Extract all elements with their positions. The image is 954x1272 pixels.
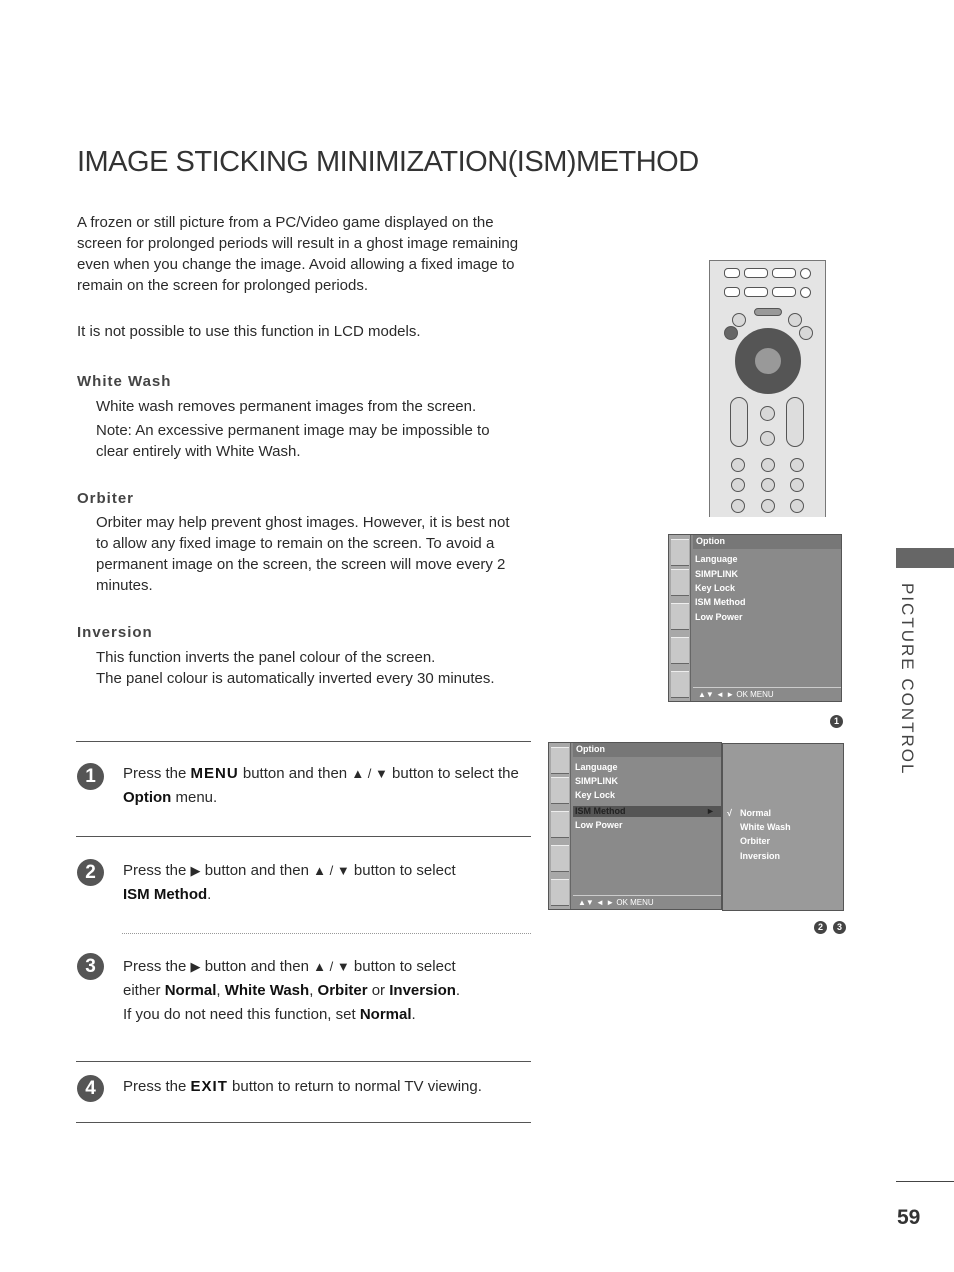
up-down-arrows-icon: ▲ / ▼ xyxy=(351,766,388,781)
osd-item-ism-method[interactable]: ISM Method xyxy=(695,597,746,607)
number-key-icon xyxy=(761,499,775,513)
number-key-icon xyxy=(761,478,775,492)
up-down-arrows-icon: ▲ / ▼ xyxy=(313,863,350,878)
number-key-icon xyxy=(731,478,745,492)
dotted-divider xyxy=(122,933,531,934)
mute-icon xyxy=(760,431,775,446)
green-key-icon xyxy=(732,313,746,327)
inversion-line1: This function inverts the panel colour of the screen. xyxy=(96,649,436,666)
inversion-heading: Inversion xyxy=(77,624,153,641)
inversion-line2: The panel colour is automatically inverted every 30 minutes. xyxy=(96,670,495,687)
menu-key-icon xyxy=(754,308,782,316)
yellow-key-icon xyxy=(788,313,802,327)
ism-option-orbiter[interactable]: Orbiter xyxy=(740,836,771,846)
play-icon xyxy=(744,268,768,278)
number-key-icon xyxy=(790,478,804,492)
step-2-number: 2 xyxy=(77,859,104,886)
right-arrow-icon: ▶ xyxy=(190,959,201,974)
step-4-text: Press the EXIT button to return to normal TV viewing. xyxy=(123,1078,482,1095)
step-badge: 2 xyxy=(814,921,827,934)
page-number-rule xyxy=(896,1181,954,1182)
fast-forward-icon xyxy=(772,287,796,297)
record-icon xyxy=(800,268,811,279)
osd-title: Option xyxy=(573,743,721,757)
number-key-icon xyxy=(761,458,775,472)
check-icon: √ xyxy=(727,808,732,818)
osd-item-simplink[interactable]: SIMPLINK xyxy=(695,569,739,579)
divider xyxy=(76,741,531,742)
white-wash-note: Note: An excessive permanent image may be impossible to clear entirely with White Wash. xyxy=(96,422,490,460)
osd-item-low-power[interactable]: Low Power xyxy=(695,612,743,622)
red-key-icon xyxy=(724,326,738,340)
step-3-number: 3 xyxy=(77,953,104,980)
osd-sidebar xyxy=(549,743,571,909)
number-key-icon xyxy=(790,499,804,513)
osd-footer: ▲▼ ◄ ► OK MENU xyxy=(573,895,721,909)
divider xyxy=(76,836,531,837)
page-number: 59 xyxy=(897,1206,921,1229)
satellite-icon xyxy=(551,747,569,774)
osd-item-key-lock[interactable]: Key Lock xyxy=(575,790,616,800)
osd-title: Option xyxy=(693,535,841,549)
satellite-icon xyxy=(671,539,689,566)
osd-item-language[interactable]: Language xyxy=(695,554,738,564)
up-down-arrows-icon: ▲ / ▼ xyxy=(313,959,350,974)
number-key-icon xyxy=(731,499,745,513)
menu-button-label: MENU xyxy=(190,765,239,782)
divider xyxy=(76,1061,531,1062)
option-icon xyxy=(671,671,689,698)
white-wash-line1: White wash removes permanent images from the screen. xyxy=(96,398,477,415)
step-badge: 1 xyxy=(830,715,843,728)
rewind-icon xyxy=(744,287,768,297)
ism-option-normal[interactable]: Normal xyxy=(740,808,772,818)
audio-icon xyxy=(551,811,569,838)
osd-footer: ▲▼ ◄ ► OK MENU xyxy=(693,687,841,701)
number-key-icon xyxy=(731,458,745,472)
section-tab-bar xyxy=(896,548,954,568)
skip-forward-icon xyxy=(800,287,811,298)
osd-item-low-power[interactable]: Low Power xyxy=(575,820,623,830)
step-2-text: Press the ▶ button and then ▲ / ▼ button to select ISM Method. xyxy=(123,862,456,903)
picture-icon xyxy=(551,777,569,804)
ism-option-inversion[interactable]: Inversion xyxy=(740,851,781,861)
orbiter-heading: Orbiter xyxy=(77,490,135,507)
pause-icon xyxy=(772,268,796,278)
blue-key-icon xyxy=(799,326,813,340)
step-badge: 3 xyxy=(833,921,846,934)
submenu-arrow-icon: ► xyxy=(706,806,715,816)
step-1-text: Press the MENU button and then ▲ / ▼ button to select the Option menu. xyxy=(123,765,519,806)
step-4-number: 4 xyxy=(77,1075,104,1102)
osd-item-ism-method[interactable]: ISM Method xyxy=(575,806,626,816)
divider xyxy=(76,1122,531,1123)
right-arrow-icon: ▶ xyxy=(190,863,201,878)
osd-option-menu-ism xyxy=(548,742,722,910)
ok-button-icon xyxy=(754,347,782,375)
page-title: IMAGE STICKING MINIMIZATION(ISM)METHOD xyxy=(77,146,699,178)
fav-key-icon xyxy=(760,406,775,421)
osd-option-menu xyxy=(668,534,842,702)
ism-option-white-wash[interactable]: White Wash xyxy=(740,822,791,832)
clock-icon xyxy=(551,845,569,872)
channel-rocker-icon xyxy=(786,397,804,447)
osd-item-simplink[interactable]: SIMPLINK xyxy=(575,776,619,786)
number-key-icon xyxy=(790,458,804,472)
stop-icon xyxy=(724,268,740,278)
clock-icon xyxy=(671,637,689,664)
remote-control-illustration xyxy=(709,260,826,517)
section-label: PICTURE CONTROL xyxy=(898,583,917,776)
white-wash-heading: White Wash xyxy=(77,373,172,390)
step-1-number: 1 xyxy=(77,763,104,790)
step-3-text: Press the ▶ button and then ▲ / ▼ button to select either Normal, White Wash, Orbiter or Inversion. If you do not need this function, set Normal. xyxy=(123,958,461,1023)
osd-item-language[interactable]: Language xyxy=(575,762,618,772)
osd-sidebar xyxy=(669,535,691,701)
intro-paragraph: A frozen or still picture from a PC/Video game displayed on the screen for prolonged periods will result in a ghost image remaining even when you change the image. Avoid allowing a fixed image to remain on the screen for prolonged periods. xyxy=(77,214,519,294)
volume-rocker-icon xyxy=(730,397,748,447)
picture-icon xyxy=(671,569,689,596)
ism-submenu xyxy=(722,743,844,911)
lcd-note: It is not possible to use this function in LCD models. xyxy=(77,323,421,340)
orbiter-body: Orbiter may help prevent ghost images. However, it is best not to allow any fixed image to remain on the screen. To avoid a permanent image on the screen, the screen will move every 2 minutes. xyxy=(96,514,510,594)
exit-button-label: EXIT xyxy=(190,1078,228,1095)
audio-icon xyxy=(671,603,689,630)
osd-item-key-lock[interactable]: Key Lock xyxy=(695,583,736,593)
option-icon xyxy=(551,879,569,906)
skip-back-icon xyxy=(724,287,740,297)
